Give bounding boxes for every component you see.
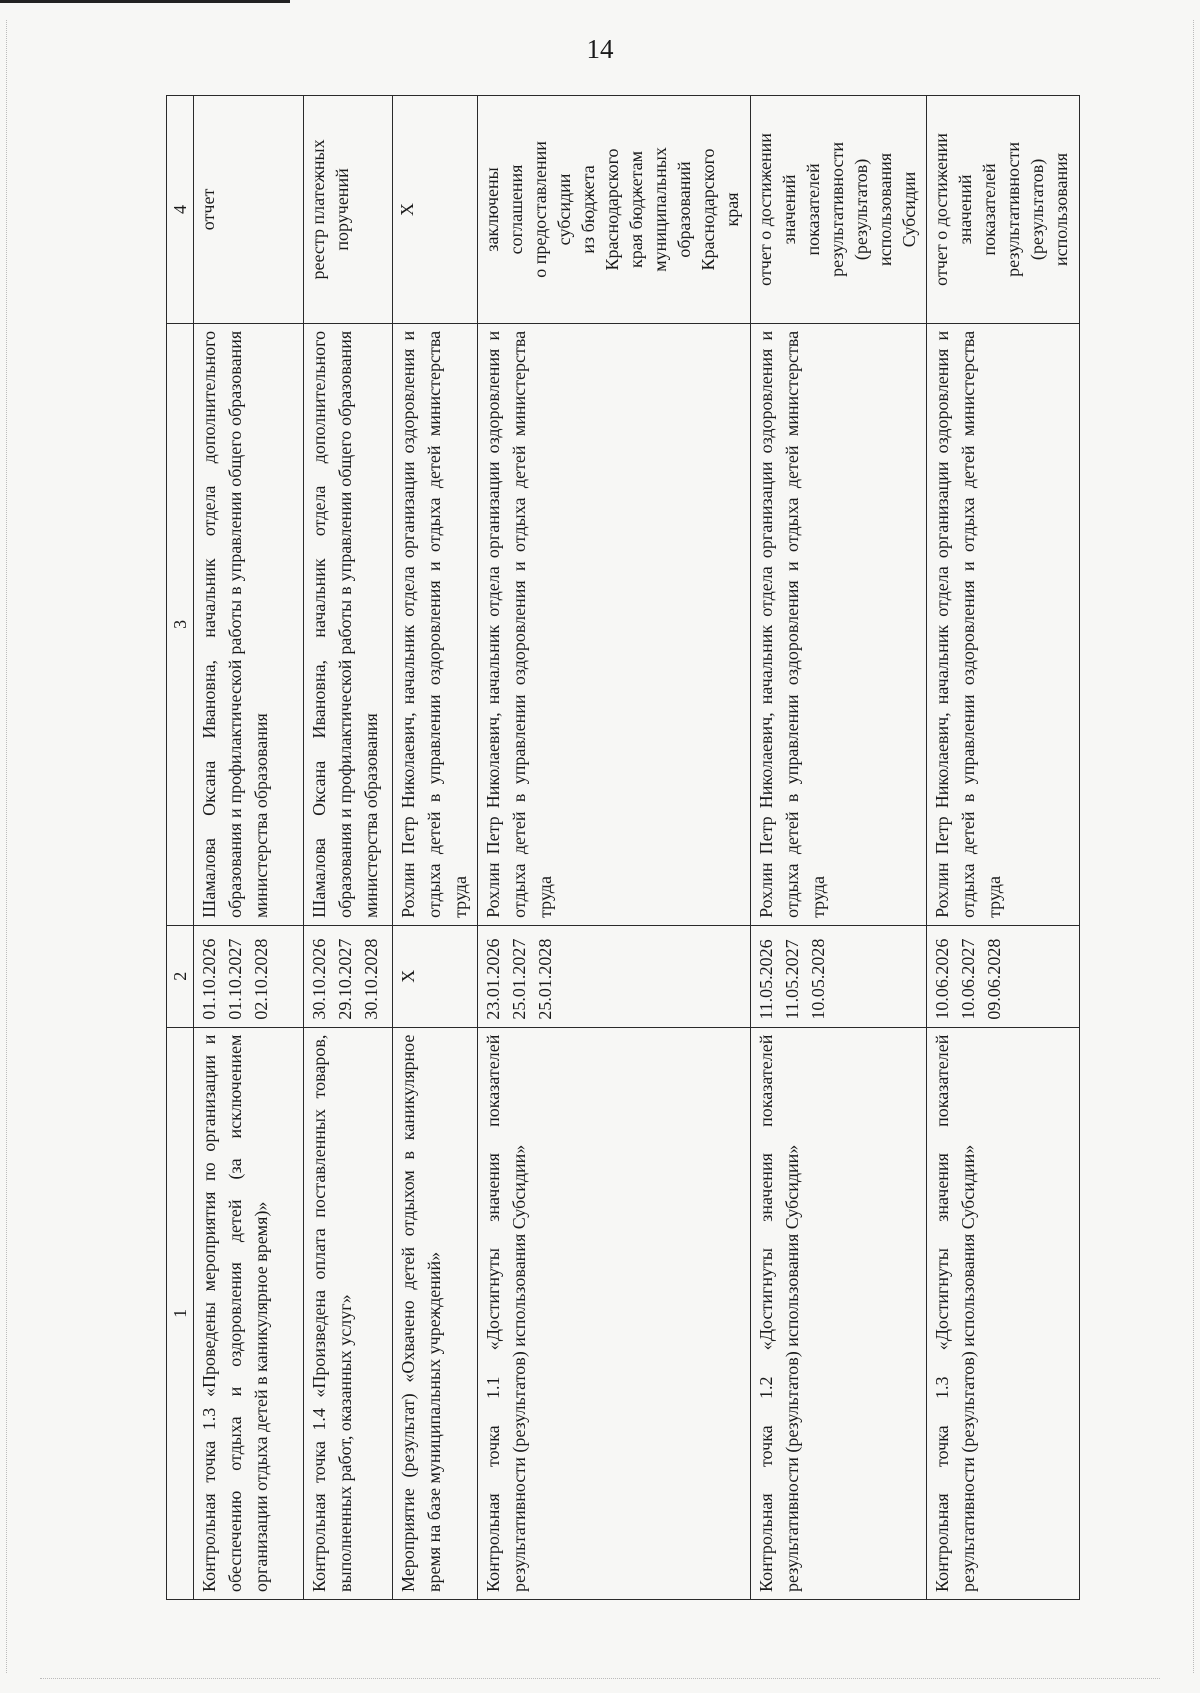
date-line: 10.05.2028 [808,938,829,1020]
corner-rule [0,0,290,3]
document-line: субсидии [553,173,574,246]
cell-document [477,96,751,324]
cell-dates [751,925,927,1027]
cell-responsible: Рохлин Петр Николаевич, начальник отдела организации оздоровления и отдыха детей в управлении оздоровления и отдыха детей министерства труда [751,323,927,925]
cell-responsible: Шамалова Оксана Ивановна, начальник отдела дополнительного образования и профилактической работы в управлении общего образования министерства образования [303,323,393,925]
document-line: отчет о достижении [755,133,776,286]
document-line: Краснодарского [601,148,622,271]
date-line: 09.06.2028 [984,938,1005,1020]
document-line: отчет о достижении [931,133,952,286]
date-line: X [398,969,419,983]
document-line: края бюджетам [625,150,646,268]
document-line: (результатов) [1027,158,1048,261]
cell-event: Контрольная точка 1.3 «Достигнуты значения показателей результативности (результатов) использования Субсидии» [927,1027,1080,1599]
cell-responsible: Рохлин Петр Николаевич, начальник отдела организации оздоровления и отдыха детей в управлении оздоровления и отдыха детей министерства труда [393,323,477,925]
document-line: использования [875,152,896,266]
scan-edge-bottom [40,1678,1160,1679]
date-line: 23.01.2026 [482,938,503,1020]
date-line: 02.10.2028 [251,938,271,1020]
cell-dates [303,925,393,1027]
cell-event: Контрольная точка 1.1 «Достигнуты значения показателей результативности (результатов) использования Субсидии» [477,1027,751,1599]
date-line: 01.10.2027 [225,938,245,1020]
table-row [194,96,304,1600]
cell-document [927,96,1080,324]
date-line: 10.06.2026 [932,938,953,1020]
document-line: результативности [1003,142,1024,277]
document-line: Субсидии [899,171,920,248]
date-line: 10.06.2027 [958,938,979,1020]
header-col-2: 2 [167,925,194,1027]
document-line: о предоставлении [529,141,550,278]
table-row [303,96,393,1600]
document-line: соглашения [505,164,526,255]
scan-edge-left [6,20,7,1673]
date-line: 29.10.2027 [334,938,355,1020]
document-line: (результатов) [851,158,872,261]
document-line: показателей [979,163,1000,256]
header-col-3: 3 [167,323,194,925]
document-line: из бюджета [577,165,598,254]
table-row [477,96,751,1600]
schedule-table [166,95,1080,1600]
document-line: показателей [803,163,824,256]
date-line: 01.10.2026 [199,938,219,1020]
cell-event: Контрольная точка 1.4 «Произведена оплата поставленных товаров, выполненных работ, оказанных услуг» [303,1027,393,1599]
table-row [751,96,927,1600]
date-line: 25.01.2028 [534,938,555,1020]
header-col-1: 1 [167,1027,194,1599]
scan-edge-right [1193,20,1194,1673]
header-col-4: 4 [167,96,194,324]
cell-responsible: Шамалова Оксана Ивановна, начальник отдела дополнительного образования и профилактической работы в управлении общего образования министерства образования [194,323,304,925]
cell-document [194,96,304,324]
document-line: муниципальных [649,147,670,272]
header-row [167,96,194,1600]
cell-dates [477,925,751,1027]
cell-event: Мероприятие (результат) «Охвачено детей отдыхом в каникулярное время на базе муниципальных учреждений» [393,1027,477,1599]
document-line: X [397,202,418,216]
document-line: использования [1051,152,1072,266]
date-line: 11.05.2026 [756,939,777,1020]
cell-dates [194,925,304,1027]
cell-document [393,96,477,324]
document-line: края [721,192,742,227]
document-line: Краснодарского [697,148,718,271]
cell-document [303,96,393,324]
cell-event: Контрольная точка 1.2 «Достигнуты значения показателей результативности (результатов) использования Субсидии» [751,1027,927,1599]
rotated-table-wrapper [166,95,1080,1600]
date-line: 11.05.2027 [782,939,803,1020]
document-line: поручений [331,168,352,251]
document-line: отчет [198,188,218,231]
document-line: заключены [481,167,502,252]
cell-dates [393,925,477,1027]
cell-responsible: Рохлин Петр Николаевич, начальник отдела организации оздоровления и отдыха детей в управлении оздоровления и отдыха детей министерства труда [927,323,1080,925]
cell-event: Контрольная точка 1.3 «Проведены мероприятия по организации и обеспечению отдыха и оздоровления детей (за исключением организации отдыха детей в каникулярное время)» [194,1027,304,1599]
table-row [927,96,1080,1600]
document-line: образований [673,161,694,258]
page-number: 14 [586,34,614,64]
document-line: результативности [827,142,848,277]
date-line: 30.10.2028 [360,938,381,1020]
date-line: 25.01.2027 [508,938,529,1020]
document-line: значений [955,174,976,245]
table-row [393,96,477,1600]
cell-responsible: Рохлин Петр Николаевич, начальник отдела организации оздоровления и отдыха детей в управлении оздоровления и отдыха детей министерства труда [477,323,751,925]
document-line: реестр платежных [307,139,328,280]
date-line: 30.10.2026 [308,938,329,1020]
cell-document [751,96,927,324]
cell-dates [927,925,1080,1027]
document-line: значений [779,174,800,245]
